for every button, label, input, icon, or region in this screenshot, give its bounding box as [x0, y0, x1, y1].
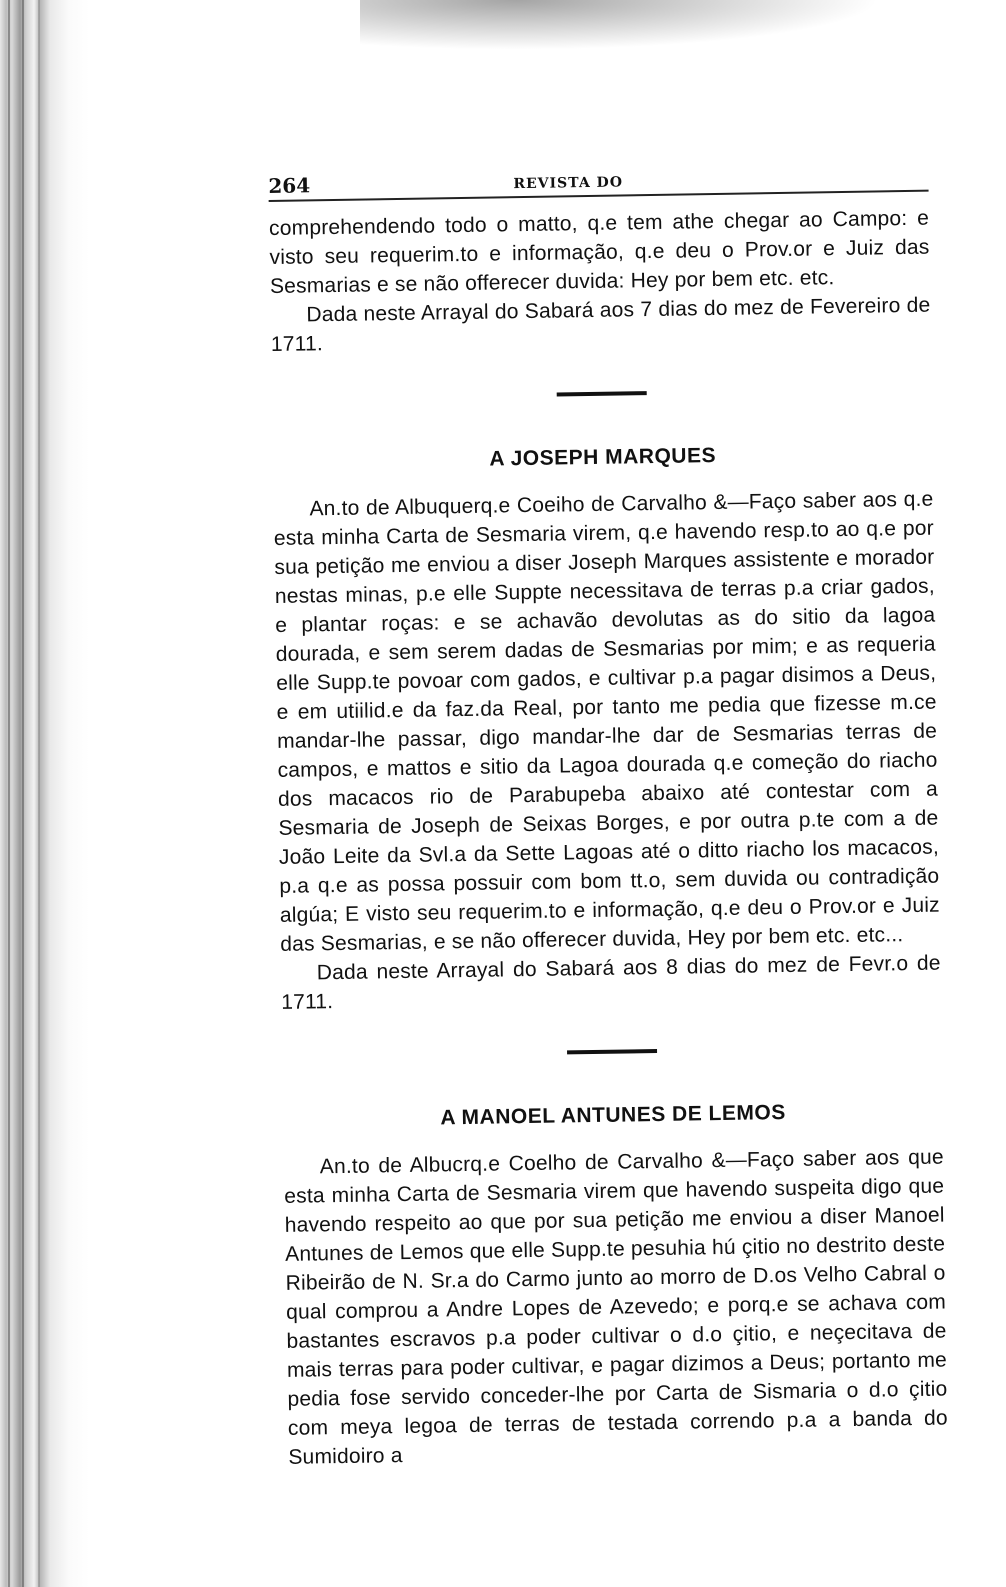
paragraph: An.to de Albuquerq.e Coeiho de Carvalho &—Faço saber aos q.e esta minha Carta de Sesmaria virem, q.e havendo resp.to ao q.e por sua petição me enviou a diser Joseph Marques assistente e morador nestas minas, p.e elle Suppte necessitava de terras p.a criar gados, e plantar roças: e se achavão devolutas as do sitio da lagoa dourada, e sem serem dadas de Sesmarias por mim; e as requeria elle Supp.te povoar com gados, e cultivar p.a pagar disimos a Deus, e em utiilid.e da faz.da Real, por tanto me pedia que fizesse m.ce mandar-lhe passar, digo mandar-lhe dar de Sesmarias terras de campos, e mattos e sitio da Lagoa dourada q.e começão do riacho dos macacos rio de Parabupeba abaixo até contestar com a Sesmaria de Joseph de Seixas Borges, e por outra p.te com a de João Leite da Svl.a da Sette Lagoas até o ditto riacho los macacos, p.a q.e as possa possuir com bom tt.o, sem duvida ou contradição algúa; E visto seu requerim.to e informação, q.e deu o Prov.or e Juiz das Sesmarias, e se não offerecer duvida, Hey por bem etc. etc...: [273, 487, 940, 956]
book-gutter: [0, 0, 90, 1587]
section-heading: A JOSEPH MARQUES: [489, 444, 717, 471]
section-joseph-marques: [273, 441, 942, 1017]
paragraph: Dada neste Arrayal do Sabará aos 7 dias do mez de Fevereiro de 1711.: [270, 293, 931, 356]
section-manoel-antunes: [283, 1099, 949, 1472]
continuation-section: [269, 204, 931, 359]
gutter-shadow-line: [38, 0, 40, 1587]
paragraph: An.to de Albucrq.e Coelho de Carvalho &—Faço saber aos que esta minha Carta de Sesmaria virem que havendo suspeita digo que havendo respeito ao que por sua petição me enviou a diser Manoel Antunes de Lemos que elle Supp.te pesuhia hú çitio no destrito deste Ribeirão de N. Sr.a do Carmo junto ao morro de D.os Velho Cabral o qual comprou a Andre Lopes de Azevedo; e porq.e se achava com bastantes escravos p.a poder cultivar o d.o çitio, e neçecitava de mais terras para poder cultivar, e pagar dizimos a Deus; portanto me pedia fose servido conceder-lhe por Carta de Sismaria o d.o çitio com meya legoa de terras de testada correndo p.a a banda do Sumidoiro a: [284, 1145, 949, 1469]
paragraph: comprehendendo todo o matto, q.e tem athe chegar ao Campo: e visto seu requerim.to e informação, q.e deu o Prov.or e Juiz das Sesmarias e se não offerecer duvida: Hey por bem etc. etc.: [268, 206, 930, 298]
section-divider: [557, 391, 647, 396]
gutter-shadow-line: [8, 0, 10, 1587]
running-title: REVISTA DO: [513, 174, 624, 193]
page-header: [268, 150, 929, 202]
scan-smudge: [360, 0, 880, 50]
book-page: [268, 150, 949, 1472]
paragraph: Dada neste Arrayal do Sabará aos 8 dias do mez de Fevr.o de 1711.: [281, 951, 941, 1014]
gutter-shadow-line: [22, 0, 24, 1587]
section-divider: [567, 1049, 657, 1054]
section-heading: A MANOEL ANTUNES DE LEMOS: [440, 1100, 786, 1130]
page-number: 264: [268, 173, 311, 198]
